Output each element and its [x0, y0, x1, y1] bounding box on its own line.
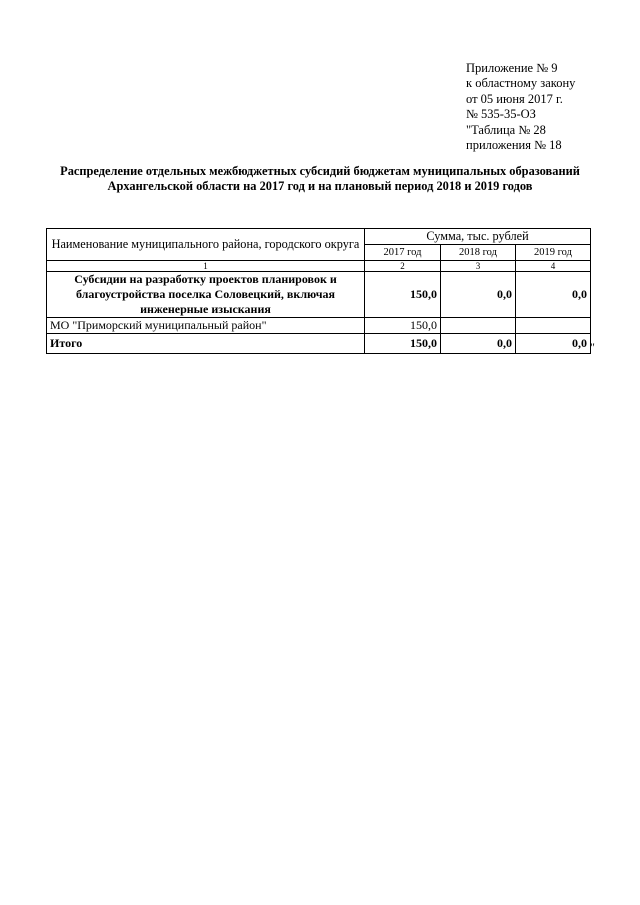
row-2019-cell	[516, 318, 591, 334]
document-title	[40, 164, 600, 194]
section-2017-cell: 150,0	[365, 272, 441, 318]
section-name-cell: Субсидии на разработку проектов планировок и благоустройства поселка Соловецкий, включая инженерные изыскания	[47, 272, 365, 318]
table-row	[47, 318, 591, 334]
section-row	[47, 272, 591, 318]
total-row	[47, 334, 591, 354]
column-number-row	[47, 261, 591, 272]
header-row	[47, 229, 591, 245]
total-name-cell: Итого	[47, 334, 365, 354]
row-2017-cell: 150,0	[365, 318, 441, 334]
title-line-1: Распределение отдельных межбюджетных субсидий бюджетам муниципальных образований	[60, 164, 580, 178]
total-2017-cell: 150,0	[365, 334, 441, 354]
col-number: 2	[365, 261, 441, 272]
year-2019-cell: 2019 год	[516, 245, 591, 261]
total-2018-cell: 0,0	[441, 334, 516, 354]
title-line-2: Архангельской области на 2017 год и на плановый период 2018 и 2019 годов	[107, 179, 533, 193]
section-2018-cell: 0,0	[441, 272, 516, 318]
appendix-line: № 535-35-ОЗ	[466, 107, 536, 122]
year-2017-cell: 2017 год	[365, 245, 441, 261]
subsidy-table	[46, 228, 591, 354]
appendix-block	[466, 61, 575, 153]
appendix-line: Приложение № 9	[466, 61, 558, 75]
appendix-line: к областному закону	[466, 76, 576, 91]
appendix-line: приложения № 18	[466, 138, 562, 153]
total-2019-cell: 0,0	[516, 334, 591, 354]
col-number: 4	[516, 261, 591, 272]
col-number: 3	[441, 261, 516, 272]
appendix-line: от 05 июня 2017 г.	[466, 91, 563, 106]
section-2019-cell: 0,0	[516, 272, 591, 318]
year-2018-cell: 2018 год	[441, 245, 516, 261]
header-sum-cell: Сумма, тыс. рублей	[365, 229, 591, 245]
header-name-cell: Наименование муниципального района, городского округа	[47, 229, 365, 261]
closing-quote: "	[590, 340, 595, 354]
col-number: 1	[47, 261, 365, 272]
row-name-cell: МО "Приморский муниципальный район"	[47, 318, 365, 334]
row-2018-cell	[441, 318, 516, 334]
appendix-line: "Таблица № 28	[466, 122, 546, 137]
